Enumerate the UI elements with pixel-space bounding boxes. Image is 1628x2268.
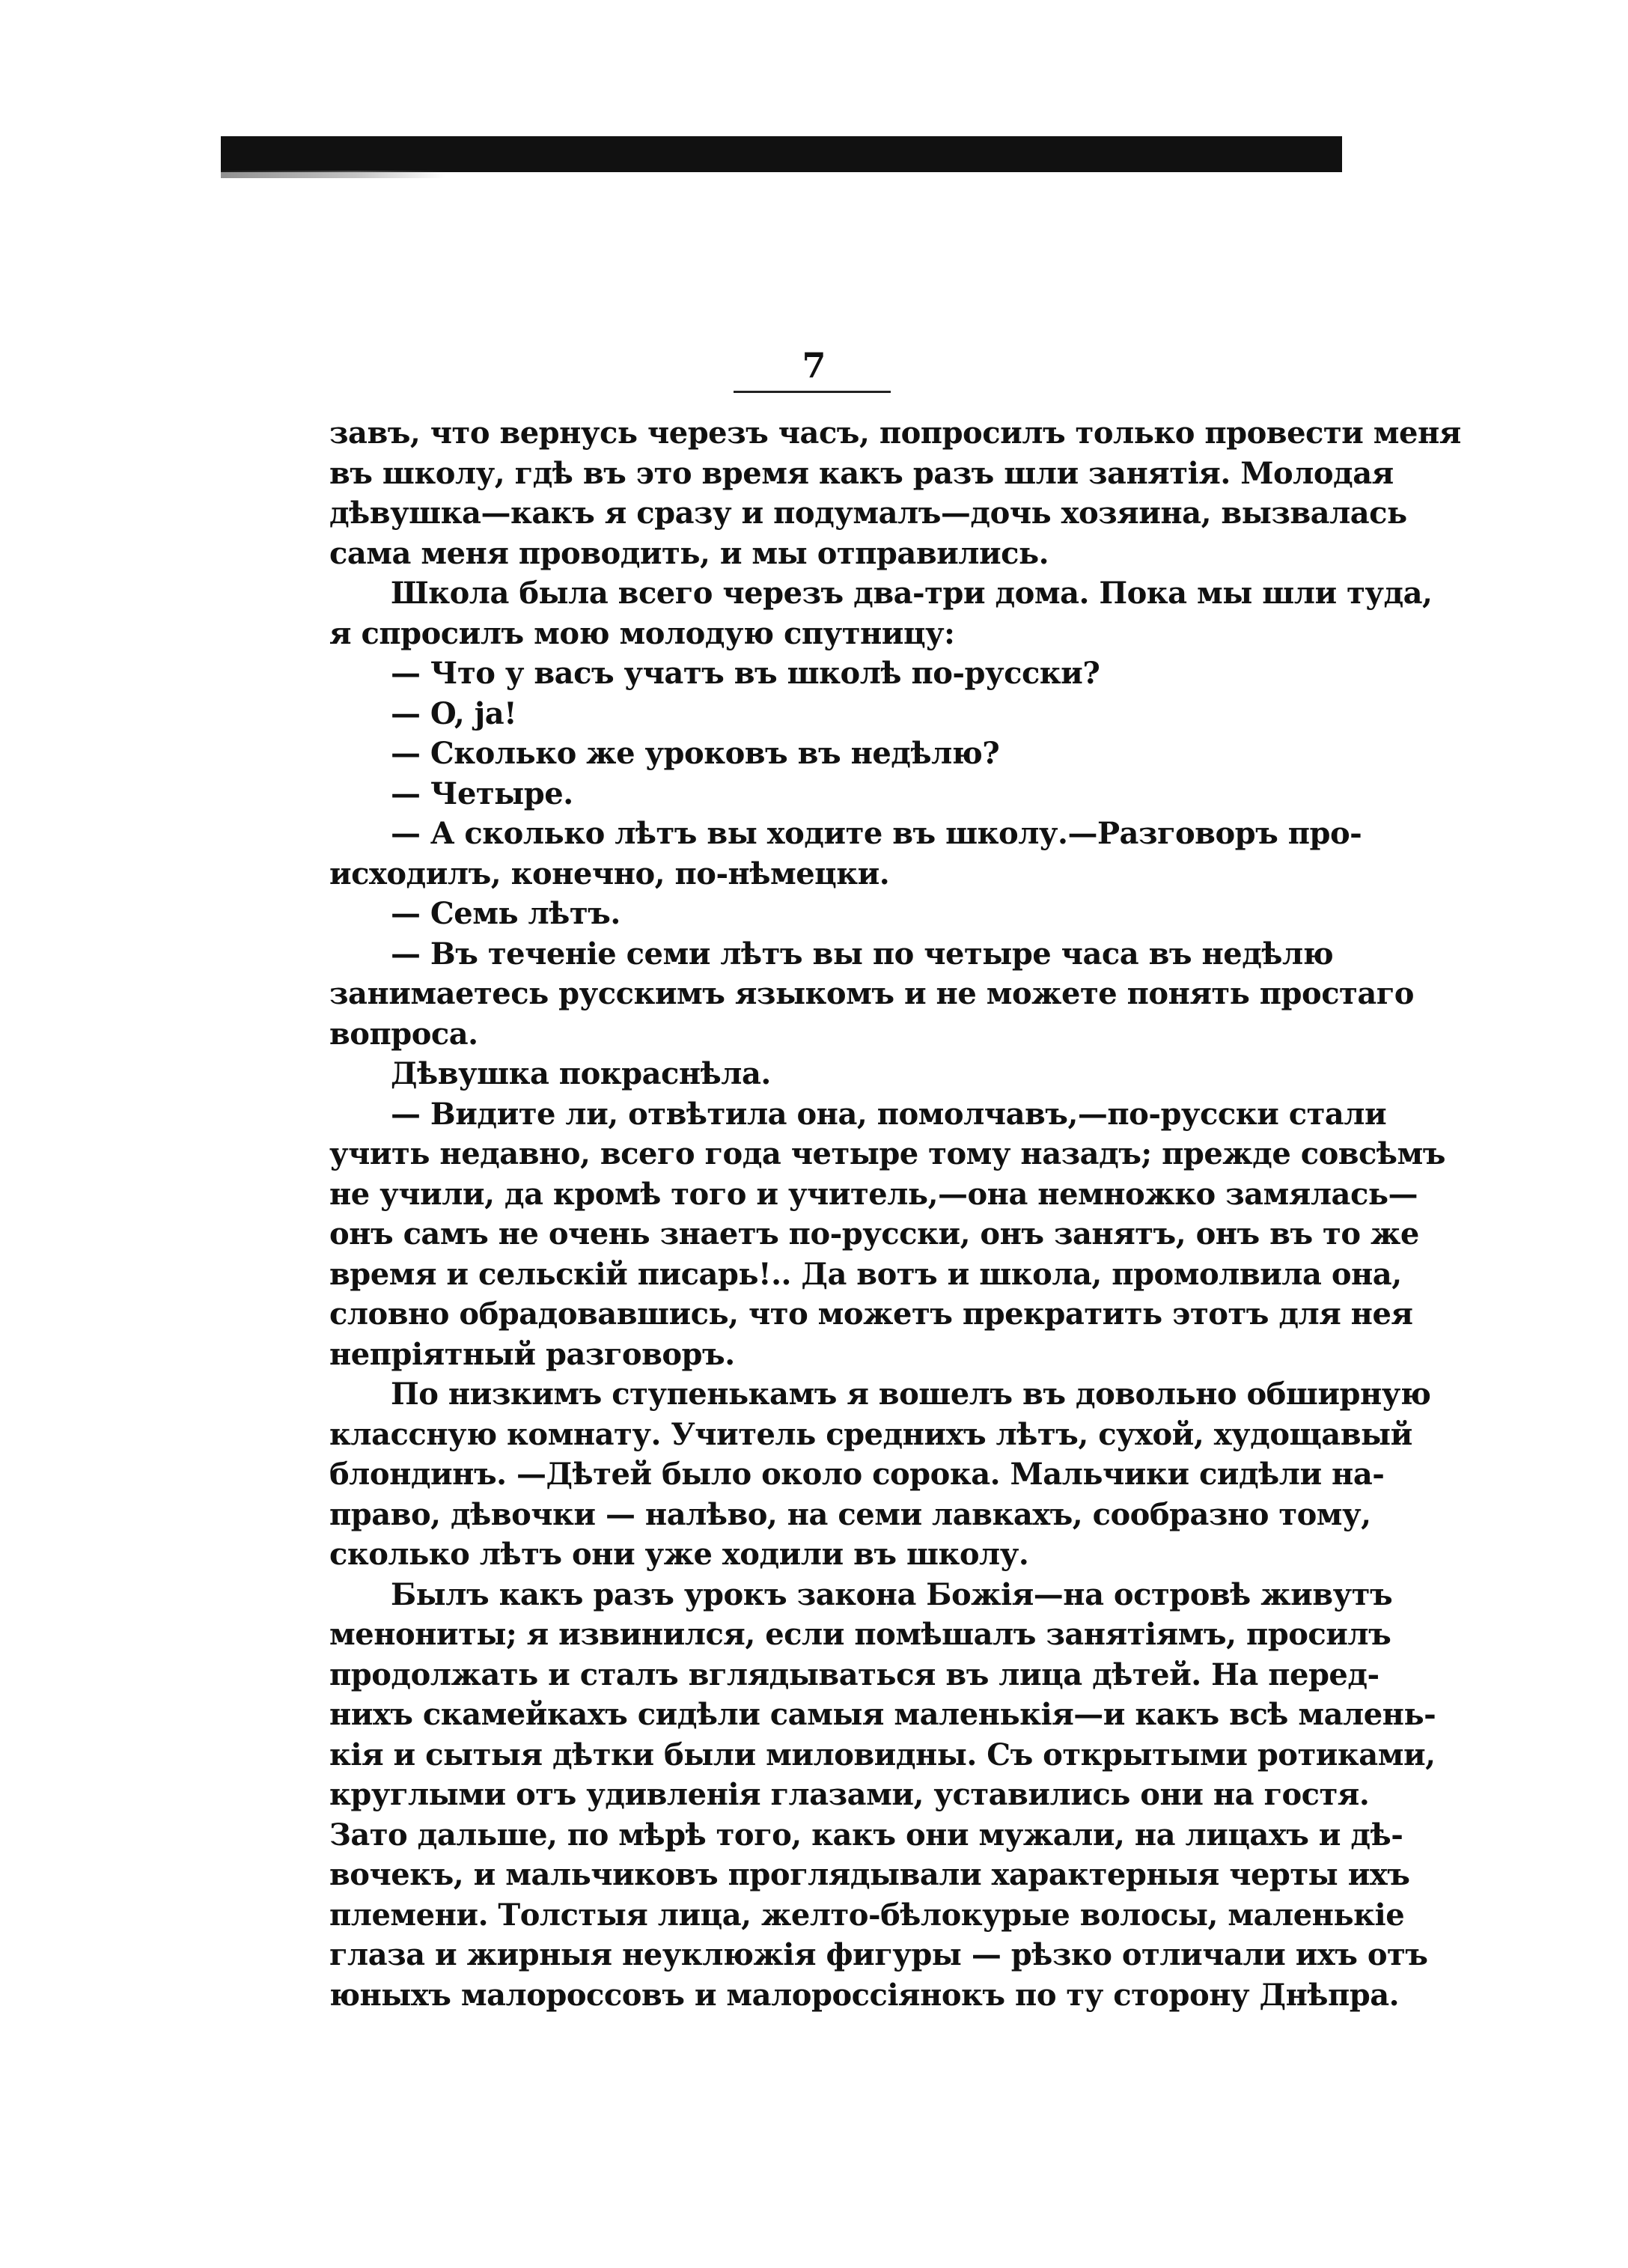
text-line: По низкимъ ступенькамъ я вошелъ въ довольно обширную [391, 1377, 1431, 1412]
text-line: кія и сытыя дѣтки были миловидны. Съ открытыми ротиками, [329, 1737, 1436, 1772]
text-line: глаза и жирныя неуклюжія фигуры — рѣзко отличали ихъ отъ [329, 1937, 1428, 1972]
text-line: словно обрадовавшись, что можетъ прекратить этотъ для нея [329, 1296, 1413, 1332]
text-line: время и сельскій писарь!.. Да вотъ и школа, промолвила она, [329, 1256, 1402, 1292]
text-line: дѣвушка—какъ я сразу и подумалъ—дочь хозяина, вызвалась [329, 496, 1407, 531]
text-line: въ школу, гдѣ въ это время какъ разъ шли занятія. Молодая [329, 455, 1394, 491]
text-line: блондинъ. —Дѣтей было около сорока. Мальчики сидѣли на- [329, 1457, 1385, 1492]
text-line: круглыми отъ удивленія глазами, уставились они на гостя. [329, 1777, 1370, 1812]
text-line: не учили, да кромѣ того и учитель,—она немножко замялась— [329, 1176, 1418, 1212]
text-line: классную комнату. Учитель среднихъ лѣтъ, сухой, худощавый [329, 1416, 1412, 1452]
page-number-rule [734, 391, 891, 393]
text-line: онъ самъ не очень знаетъ по-русски, онъ занятъ, онъ въ то же [329, 1216, 1419, 1252]
text-line: юныхъ малороссовъ и малороссіянокъ по ту сторону Днѣпра. [329, 1977, 1400, 2013]
dialogue-line: — Семь лѣтъ. [391, 896, 621, 931]
dialogue-line: — А сколько лѣтъ вы ходите въ школу.—Разговоръ про- [391, 816, 1362, 851]
text-line: завъ, что вернусь черезъ часъ, попросилъ только провести меня [329, 415, 1461, 451]
text-line: учить недавно, всего года четыре тому назадъ; прежде совсѣмъ [329, 1136, 1445, 1171]
text-line: я спросилъ мою молодую спутницу: [329, 615, 955, 651]
text-line: сколько лѣтъ они уже ходили въ школу. [329, 1537, 1029, 1572]
text-line: нихъ скамейкахъ сидѣли самыя маленькія—и какъ всѣ малень- [329, 1697, 1436, 1732]
body-text [329, 413, 1461, 2015]
text-line: вопроса. [329, 1016, 478, 1052]
text-line: продолжать и сталъ вглядываться въ лица дѣтей. На перед- [329, 1656, 1379, 1692]
dialogue-line: — Сколько же уроковъ въ недѣлю? [391, 736, 1000, 771]
text-line: занимаетесь русскимъ языкомъ и не можете понять простаго [329, 976, 1414, 1011]
text-line: менониты; я извинился, если помѣшалъ занятіямъ, просилъ [329, 1617, 1391, 1652]
dialogue-line: — Видите ли, отвѣтила она, помолчавъ,—по-русски стали [391, 1096, 1387, 1132]
text-line: Школа была всего черезъ два-три дома. Пока мы шли туда, [391, 576, 1433, 611]
dialogue-line: — O, ja! [391, 695, 517, 731]
text-line: исходилъ, конечно, по-нѣмецки. [329, 856, 890, 891]
scan-header-bar [221, 136, 1342, 172]
text-line: вочекъ, и мальчиковъ проглядывали характерныя черты ихъ [329, 1857, 1410, 1892]
scan-header-bar-edge [221, 171, 445, 178]
dialogue-line: — Въ теченіе семи лѣтъ вы по четыре часа въ недѣлю [391, 936, 1334, 972]
page-number: 7 [802, 345, 826, 385]
dialogue-line: — Четыре. [391, 775, 573, 811]
text-line: Былъ какъ разъ урокъ закона Божія—на островѣ живутъ [391, 1576, 1393, 1612]
text-line: право, дѣвочки — налѣво, на семи лавкахъ, сообразно тому, [329, 1496, 1371, 1532]
text-line: племени. Толстыя лица, желто-бѣлокурые волосы, маленькіе [329, 1897, 1405, 1933]
text-line: сама меня проводить, и мы отправились. [329, 535, 1049, 571]
text-line: Зато дальше, по мѣрѣ того, какъ они мужали, на лицахъ и дѣ- [329, 1817, 1403, 1853]
text-line: Дѣвушка покраснѣла. [391, 1056, 771, 1091]
text-line: непріятный разговоръ. [329, 1336, 735, 1372]
dialogue-line: — Что у васъ учатъ въ школѣ по-русски? [391, 656, 1100, 691]
